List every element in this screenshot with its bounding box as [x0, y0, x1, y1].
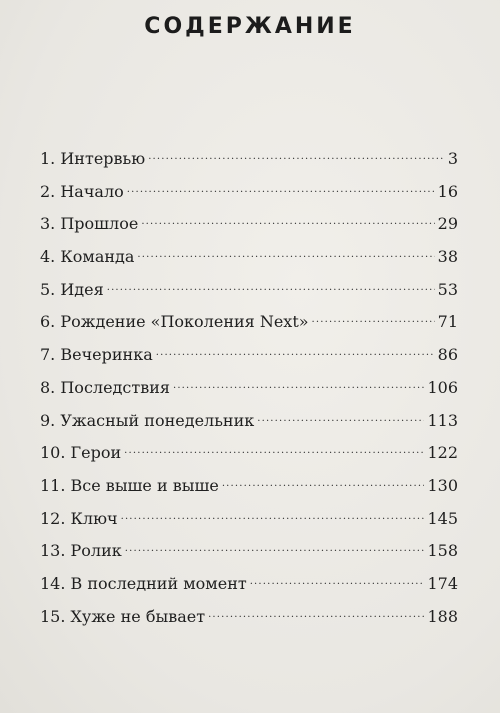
entry-title: 6. Рождение «Поколения Next»: [40, 312, 309, 332]
toc-entry: [40, 377, 458, 410]
table-of-contents: [40, 148, 458, 638]
entry-title: 1. Интервью: [40, 149, 146, 168]
toc-entry: [40, 540, 458, 573]
entry-title: 4. Команда: [40, 247, 135, 267]
dot-leader: [141, 213, 434, 229]
entry-title: 11. Все выше и выше: [40, 475, 219, 495]
entry-title: 7. Вечеринка: [40, 345, 153, 365]
toc-entry: [40, 475, 458, 508]
entry-page-number: 113: [427, 410, 458, 430]
dot-leader: [173, 377, 424, 393]
toc-entry: [40, 148, 458, 181]
toc-entry: [40, 442, 458, 475]
entry-title: 8. Последствия: [40, 377, 170, 397]
dot-leader: [257, 410, 424, 426]
entry-page-number: 16: [437, 181, 458, 201]
dot-leader: [250, 573, 425, 589]
entry-title: 9. Ужасный понедельник: [40, 410, 255, 430]
entry-page-number: 130: [427, 475, 458, 495]
dot-leader: [107, 279, 435, 295]
dot-leader: [121, 508, 425, 524]
entry-page-number: 86: [437, 345, 458, 365]
entry-title: 12. Ключ: [40, 508, 118, 528]
entry-page-number: 3: [447, 149, 458, 168]
entry-page-number: 29: [437, 214, 458, 234]
entry-page-number: 106: [427, 377, 458, 397]
dot-leader: [125, 540, 425, 556]
dot-leader: [208, 606, 424, 622]
dot-leader: [222, 475, 425, 491]
entry-page-number: 174: [427, 573, 458, 593]
toc-entry: [40, 213, 458, 246]
dot-leader: [148, 148, 445, 164]
entry-page-number: 53: [437, 279, 458, 299]
entry-title: 10. Герои: [40, 443, 122, 463]
entry-page-number: 71: [437, 312, 458, 332]
toc-entry: [40, 410, 458, 443]
dot-leader: [137, 246, 434, 262]
page-title: СОДЕРЖАНИЕ: [144, 14, 356, 39]
toc-entry: [40, 311, 458, 344]
entry-title: 15. Хуже не бывает: [40, 606, 206, 626]
toc-entry: [40, 573, 458, 606]
entry-page-number: 188: [427, 606, 458, 626]
entry-title: 14. В последний момент: [40, 573, 247, 593]
entry-page-number: 145: [427, 508, 458, 528]
dot-leader: [312, 311, 435, 327]
toc-entry: [40, 246, 458, 279]
toc-entry: [40, 344, 458, 377]
toc-entry: [40, 279, 458, 312]
toc-entry: [40, 606, 458, 639]
entry-title: 5. Идея: [40, 279, 104, 299]
toc-entry: [40, 181, 458, 214]
entry-title: 13. Ролик: [40, 541, 122, 561]
dot-leader: [156, 344, 435, 360]
toc-entry: [40, 508, 458, 541]
entry-page-number: 122: [427, 443, 458, 463]
dot-leader: [127, 181, 435, 197]
entry-title: 2. Начало: [40, 181, 124, 201]
entry-page-number: 158: [427, 541, 458, 561]
entry-title: 3. Прошлое: [40, 214, 139, 234]
entry-page-number: 38: [437, 247, 458, 267]
dot-leader: [124, 442, 424, 458]
